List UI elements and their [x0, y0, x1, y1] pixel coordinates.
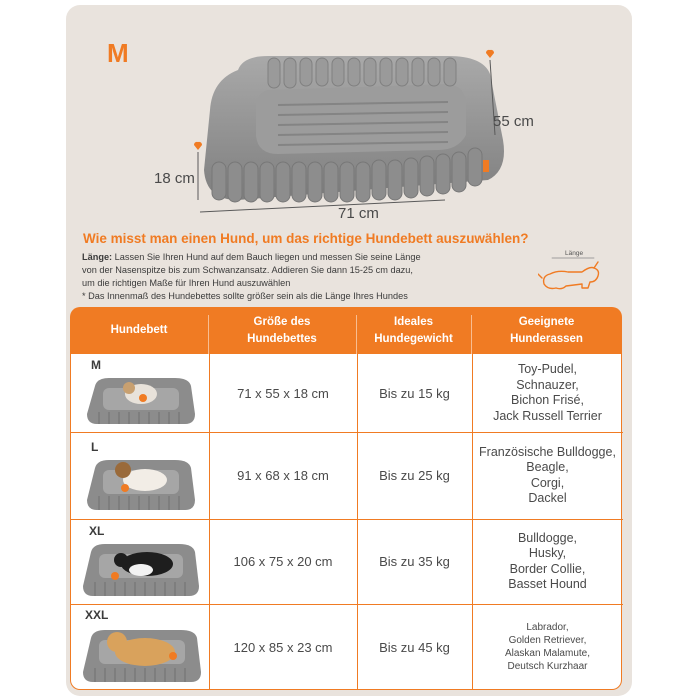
length-term: Länge:: [82, 252, 113, 262]
breed: Labrador,: [526, 622, 569, 633]
row-m-dimensions: 71 x 55 x 18 cm: [237, 385, 329, 401]
breed: Bichon Frisé,: [511, 393, 584, 407]
bed-xl-thumbnail: [81, 538, 201, 600]
breed: Golden Retriever,: [508, 635, 587, 646]
breed: Husky,: [528, 546, 567, 560]
header-breeds: Geeignete Hunderassen: [510, 315, 583, 345]
breed: Französische Bulldogge,: [479, 444, 616, 459]
length-diagram-label: Länge: [565, 250, 584, 257]
row-xl-dimensions: 106 x 75 x 20 cm: [233, 554, 333, 569]
measure-instructions: [82, 251, 482, 290]
bed-l-thumbnail: [85, 454, 197, 514]
row-xxl-dimensions: 120 x 85 x 23 cm: [233, 639, 333, 655]
bed-width-label: 71 cm: [338, 205, 379, 222]
breed: Border Collie,: [509, 561, 586, 576]
breed: Beagle,: [526, 460, 569, 474]
breed: Toy-Pudel,: [517, 362, 578, 376]
dimension-lines: [150, 40, 550, 225]
breed: Bulldogge,: [517, 530, 578, 545]
breed: Alaskan Malamute,: [504, 648, 591, 659]
breed: Jack Russell Terrier: [493, 408, 602, 423]
header-size: Größe des Hundebettes: [247, 315, 317, 345]
row-size-l: L: [91, 440, 99, 454]
instructions-line2: von der Nasenspitze bis zum Schwanzansatz. Addieren Sie dann 15-25 cm dazu,: [82, 265, 413, 275]
measure-question: Wie misst man einen Hund, um das richtige Hundebett auszuwählen?: [83, 231, 529, 246]
row-m-weight: Bis zu 15 kg: [379, 385, 450, 401]
inner-size-note: * Das Innenmaß des Hundebettes sollte größer sein als die Länge Ihres Hundes: [82, 291, 408, 301]
dog-length-icon: [538, 248, 608, 296]
row-l-dimensions: 91 x 68 x 18 cm: [237, 468, 329, 483]
row-size-m: M: [91, 358, 101, 372]
instructions-line1: Lassen Sie Ihren Hund auf dem Bauch liegen und messen Sie seine Länge: [112, 252, 421, 262]
breed: Corgi,: [530, 475, 565, 490]
header-weight: Ideales Hundegewicht: [374, 315, 453, 345]
row-size-xxl: XXL: [85, 608, 109, 622]
row-l-breeds: [472, 432, 623, 519]
row-xxl-breeds: [472, 604, 623, 690]
breed: Basset Hound: [508, 577, 587, 591]
bed-height-label: 18 cm: [154, 170, 195, 187]
row-m-breeds: [472, 354, 623, 432]
table-header: [70, 307, 622, 354]
breed: Dackel: [528, 491, 567, 505]
bed-m-thumbnail: [85, 372, 197, 428]
bed-xxl-thumbnail: [81, 622, 203, 686]
size-table: [70, 354, 622, 690]
row-xl-breeds: [472, 519, 623, 604]
instructions-line3: um die richtigen Maße für Ihren Hund auszuwählen: [82, 278, 291, 288]
breed: Schnauzer,: [516, 377, 579, 392]
row-xxl-weight: Bis zu 45 kg: [379, 639, 450, 655]
bed-depth-label: 55 cm: [493, 113, 534, 130]
header-hundebett: Hundebett: [110, 324, 168, 336]
size-letter: M: [107, 38, 129, 68]
row-size-xl: XL: [89, 524, 105, 538]
row-xl-weight: Bis zu 35 kg: [379, 554, 450, 569]
breed: Deutsch Kurzhaar: [507, 661, 588, 672]
row-l-weight: Bis zu 25 kg: [379, 468, 450, 483]
